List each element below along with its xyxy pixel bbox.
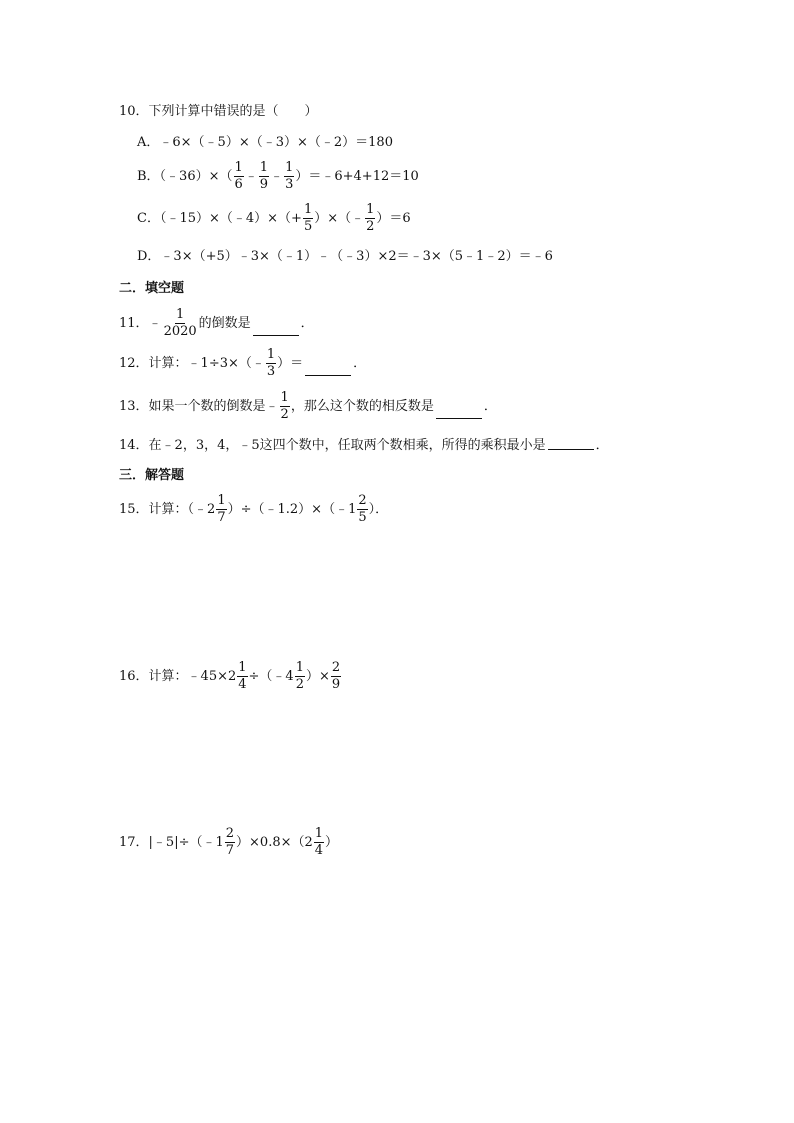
period: ． bbox=[595, 438, 609, 453]
denominator: 4 bbox=[314, 842, 324, 858]
question-text: 13．如果一个数的倒数是﹣ bbox=[119, 398, 279, 414]
question-text-middle: ）× bbox=[305, 668, 330, 684]
numerator: 1 bbox=[266, 347, 276, 362]
denominator: 5 bbox=[358, 509, 367, 525]
denominator: 7 bbox=[217, 509, 226, 525]
fraction bbox=[163, 308, 198, 338]
period: ． bbox=[353, 355, 367, 371]
numerator: 1 bbox=[259, 160, 269, 175]
question-10-option-a bbox=[137, 136, 393, 149]
question-10-option-c bbox=[137, 203, 411, 233]
denominator: 4 bbox=[238, 676, 247, 692]
denominator: 2 bbox=[280, 406, 289, 422]
fraction bbox=[295, 661, 305, 691]
denominator: 7 bbox=[225, 842, 235, 858]
denominator: 3 bbox=[266, 363, 276, 379]
minus-sign: ﹣ bbox=[148, 315, 162, 331]
fraction bbox=[280, 391, 290, 421]
operator: ﹣ bbox=[244, 168, 258, 184]
denominator: 2 bbox=[295, 676, 304, 692]
fraction bbox=[284, 161, 294, 191]
question-text-middle: ）＝ bbox=[277, 355, 304, 371]
question-text-middle: ÷（﹣4 bbox=[248, 668, 294, 684]
numerator: 1 bbox=[295, 660, 304, 675]
question-text: 16．计算：﹣45×2 bbox=[119, 668, 237, 684]
question-text: 14．在﹣2，3，4，﹣5这四个数中，任取两个数相乘，所得的乘积最小是 bbox=[119, 438, 546, 453]
numerator: 1 bbox=[303, 202, 313, 217]
fraction bbox=[331, 661, 341, 691]
fraction bbox=[234, 161, 244, 191]
denominator: 2020 bbox=[163, 323, 197, 339]
question-text: 15．计算：（﹣2 bbox=[119, 501, 216, 517]
numerator: 1 bbox=[280, 390, 289, 405]
question-12 bbox=[119, 348, 366, 378]
question-11 bbox=[119, 308, 314, 338]
fraction bbox=[266, 348, 276, 378]
fraction bbox=[303, 203, 313, 233]
option-b-suffix: ）＝﹣6+4+12＝10 bbox=[295, 168, 419, 184]
denominator: 6 bbox=[234, 176, 243, 192]
question-14 bbox=[119, 439, 609, 452]
denominator: 2 bbox=[366, 218, 375, 234]
section-heading-problems bbox=[119, 469, 184, 482]
section-title: 二．填空题 bbox=[119, 281, 185, 296]
fraction bbox=[225, 827, 235, 857]
denominator: 9 bbox=[259, 176, 269, 192]
question-text-middle: ）÷（﹣1.2）×（﹣1 bbox=[227, 501, 357, 517]
numerator: 2 bbox=[225, 826, 235, 841]
question-10-option-b bbox=[137, 161, 419, 191]
denominator: 3 bbox=[285, 176, 294, 192]
section-title: 三．解答题 bbox=[119, 468, 185, 483]
numerator: 1 bbox=[217, 493, 226, 508]
operator: ﹣ bbox=[270, 168, 284, 184]
fraction bbox=[216, 494, 226, 524]
answer-blank bbox=[253, 334, 299, 336]
question-16 bbox=[119, 661, 342, 691]
question-text-end: ）． bbox=[368, 501, 389, 517]
option-c-prefix: C．（﹣15）×（﹣4）×（+ bbox=[137, 210, 302, 226]
fraction bbox=[365, 203, 375, 233]
numerator: 2 bbox=[331, 660, 341, 675]
fraction bbox=[237, 661, 247, 691]
option-d-text: D．﹣3×（+5）﹣3×（﹣1）﹣（﹣3）×2＝﹣3×（5﹣1﹣2）＝﹣6 bbox=[137, 249, 553, 264]
denominator: 9 bbox=[331, 676, 341, 692]
answer-blank bbox=[436, 417, 482, 419]
option-c-middle: ）×（﹣ bbox=[314, 210, 365, 226]
question-10-option-d bbox=[137, 250, 553, 263]
numerator: 1 bbox=[175, 307, 185, 322]
question-text: 17．|﹣5|÷（﹣1 bbox=[119, 834, 224, 850]
question-text: 12．计算：﹣1÷3×（﹣ bbox=[119, 355, 265, 371]
question-13 bbox=[119, 391, 497, 421]
numerator: 1 bbox=[285, 160, 294, 175]
question-text-end: ） bbox=[325, 834, 339, 850]
option-c-suffix: ）＝6 bbox=[376, 210, 411, 226]
fraction bbox=[357, 494, 367, 524]
question-text-middle: ）×0.8×（2 bbox=[236, 834, 313, 850]
answer-blank bbox=[305, 374, 351, 376]
question-text: 的倒数是 bbox=[198, 315, 251, 331]
fraction bbox=[314, 827, 324, 857]
numerator: 1 bbox=[366, 202, 375, 217]
question-10-text: 10．下列计算中错误的是（ ） bbox=[119, 104, 318, 119]
section-heading-fill-in bbox=[119, 282, 184, 295]
option-a-text: A．﹣6×（﹣5）×（﹣3）×（﹣2）＝180 bbox=[137, 135, 393, 150]
option-b-prefix: B．（﹣36）×（ bbox=[137, 168, 233, 184]
period: ． bbox=[483, 398, 497, 414]
numerator: 2 bbox=[358, 493, 367, 508]
question-17 bbox=[119, 827, 338, 857]
numerator: 1 bbox=[234, 160, 243, 175]
numerator: 1 bbox=[238, 660, 247, 675]
question-15 bbox=[119, 494, 388, 524]
question-10-stem bbox=[119, 105, 318, 118]
question-text-middle: ，那么这个数的相反数是 bbox=[290, 398, 434, 414]
fraction bbox=[259, 161, 269, 191]
denominator: 5 bbox=[303, 218, 313, 234]
answer-blank bbox=[548, 448, 594, 450]
question-number: 11． bbox=[119, 315, 149, 331]
numerator: 1 bbox=[314, 826, 324, 841]
period: ． bbox=[300, 315, 314, 331]
